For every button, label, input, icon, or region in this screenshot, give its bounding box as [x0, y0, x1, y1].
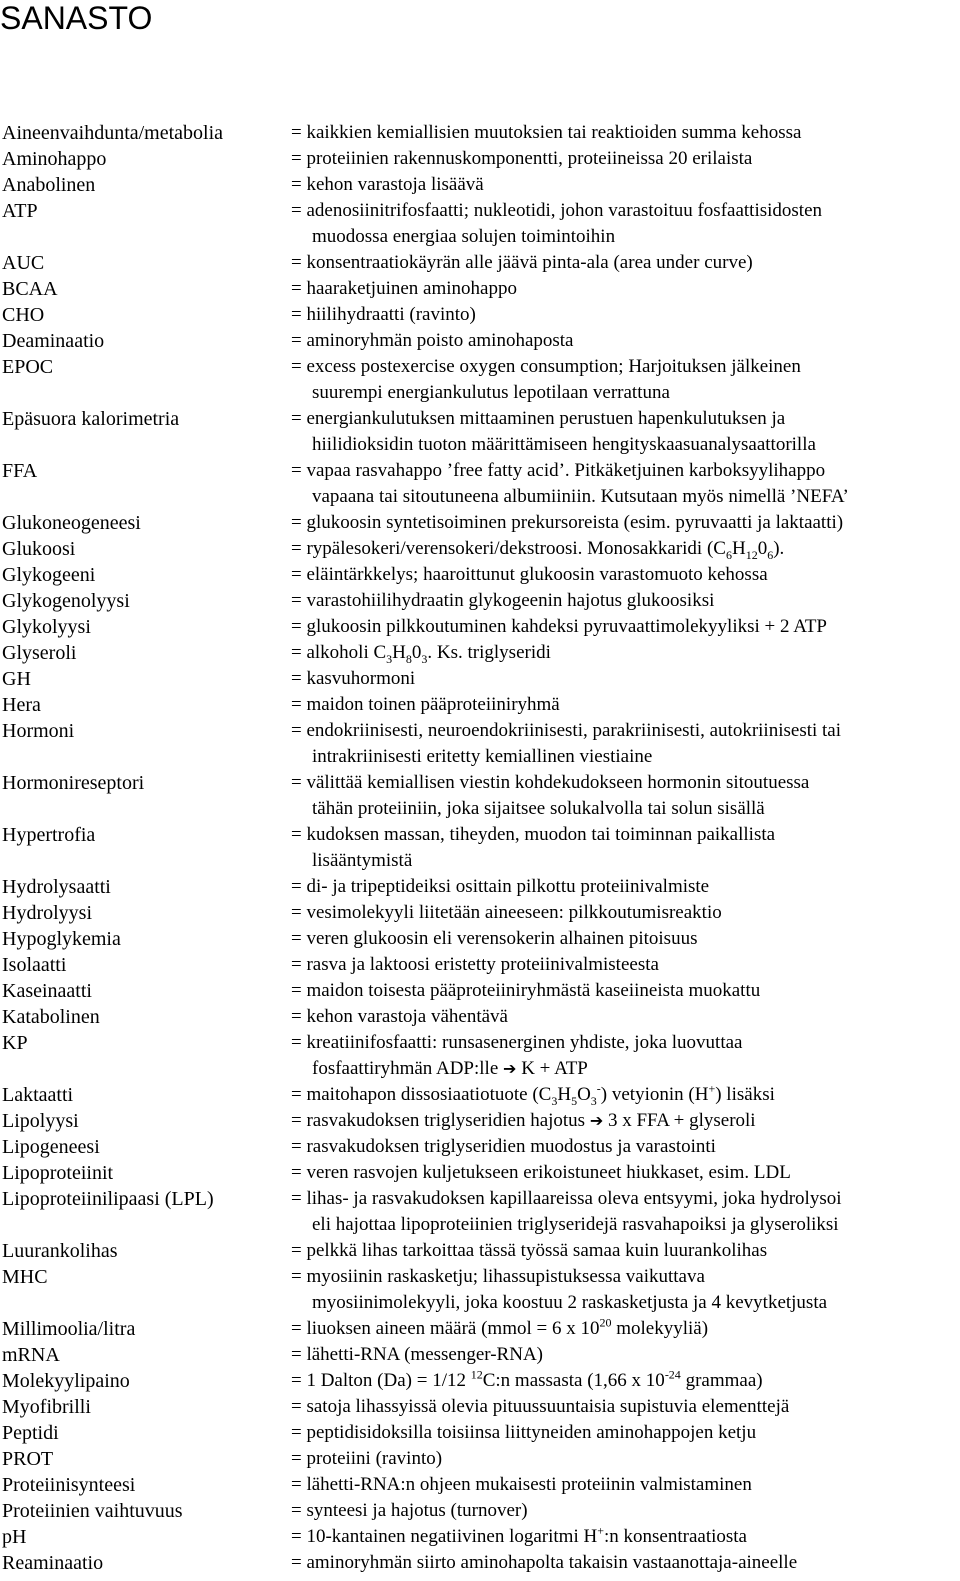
glossary-term: FFA — [2, 460, 38, 482]
text-segment: = 10-kantainen negatiivinen logaritmi H — [291, 1526, 598, 1547]
glossary-definition — [291, 1082, 960, 1108]
glossary-term: Glykogeeni — [2, 564, 96, 586]
text-segment: O — [577, 1084, 591, 1105]
subscript: 6 — [767, 547, 774, 562]
glossary-term: Glukoosi — [2, 538, 76, 560]
definition-line: = myosiinin raskasketju; lihassupistuksessa vaikuttava — [291, 1266, 705, 1287]
text-segment: = rasvakudoksen triglyseridien hajotus — [291, 1110, 590, 1131]
definition-line: = lähetti-RNA:n ohjeen mukaisesti proteiinin valmistaminen — [291, 1474, 752, 1495]
superscript: -24 — [664, 1367, 681, 1382]
text-segment: H — [731, 538, 746, 559]
glossary-term: Proteiinien vaihtuvuus — [2, 1500, 183, 1522]
glossary-term: Peptidi — [2, 1422, 59, 1444]
glossary-entry — [0, 1550, 960, 1576]
glossary-definition — [291, 562, 960, 588]
superscript: - — [596, 1081, 601, 1096]
superscript: + — [597, 1523, 604, 1538]
text-segment: K + ATP — [516, 1058, 588, 1079]
glossary-entry — [0, 1498, 960, 1524]
definition-line: = vesimolekyyli liitetään aineeseen: pilkkoutumisreaktio — [291, 902, 722, 923]
definition-line: = veren rasvojen kuljetukseen erikoistuneet hiukkaset, esim. LDL — [291, 1162, 791, 1183]
glossary-definition — [291, 1186, 960, 1238]
glossary-term: KP — [2, 1032, 28, 1054]
glossary-entry — [0, 1108, 960, 1134]
glossary-entry — [0, 770, 960, 822]
glossary-term: Katabolinen — [2, 1006, 100, 1028]
definition-line: = kaikkien kemiallisien muutoksien tai reaktioiden summa kehossa — [291, 122, 802, 143]
glossary-entry — [0, 562, 960, 588]
text-segment: H — [557, 1084, 572, 1105]
glossary-definition — [291, 1550, 960, 1576]
glossary-entry — [0, 666, 960, 692]
definition-line: = kehon varastoja vähentävä — [291, 1006, 508, 1027]
glossary-entry — [0, 1472, 960, 1498]
glossary-term: Aminohappo — [2, 148, 107, 170]
glossary-entry — [0, 172, 960, 198]
definition-line: = pelkkä lihas tarkoittaa tässä työssä samaa kuin luurankolihas — [291, 1240, 768, 1261]
glossary-entry — [0, 718, 960, 770]
definition-line: = energiankulutuksen mittaaminen perustuen hapenkulutuksen ja — [291, 408, 786, 429]
glossary-entry — [0, 406, 960, 458]
glossary-definition — [291, 1446, 960, 1472]
definition-line: = veren glukoosin eli verensokerin alhainen pitoisuus — [291, 928, 698, 949]
text-segment: = rypälesokeri/verensokeri/dekstroosi. Monosakkaridi (C — [291, 538, 726, 559]
glossary-definition — [291, 1524, 960, 1550]
definition-line — [291, 1056, 960, 1082]
glossary-entry — [0, 302, 960, 328]
definition-line — [291, 1082, 960, 1108]
subscript: 5 — [571, 1093, 578, 1108]
definition-line: = rasvakudoksen triglyseridien muodostus ja varastointi — [291, 1136, 716, 1157]
glossary-term: Glukoneogeneesi — [2, 512, 141, 534]
glossary-definition — [291, 1394, 960, 1420]
glossary-term: Hypertrofia — [2, 824, 96, 846]
subscript: 3 — [386, 651, 393, 666]
glossary-definition — [291, 978, 960, 1004]
subscript: 12 — [745, 547, 758, 562]
glossary-definition — [291, 1264, 960, 1316]
glossary-term: AUC — [2, 252, 45, 274]
glossary-term: PROT — [2, 1448, 54, 1470]
superscript: + — [708, 1081, 716, 1096]
glossary-term: Epäsuora kalorimetria — [2, 408, 180, 430]
glossary-definition — [291, 900, 960, 926]
definition-line — [291, 640, 960, 666]
glossary-entry — [0, 1186, 960, 1238]
glossary-term: Hormonireseptori — [2, 772, 145, 794]
glossary-entry — [0, 1238, 960, 1264]
glossary-term: Anabolinen — [2, 174, 96, 196]
text-segment: = alkoholi C — [291, 642, 387, 663]
subscript: 8 — [405, 651, 412, 666]
glossary-term: Molekyylipaino — [2, 1370, 130, 1392]
glossary-definition — [291, 1134, 960, 1160]
text-segment: = 1 Dalton (Da) = 1/12 — [291, 1370, 471, 1391]
glossary-entry — [0, 900, 960, 926]
glossary-term: Hera — [2, 694, 41, 716]
definition-line: = excess postexercise oxygen consumption; Harjoituksen jälkeinen — [291, 356, 801, 377]
glossary-entry — [0, 354, 960, 406]
definition-line: vapaana tai sitoutuneena albumiiniin. Kutsutaan myös nimellä ’NEFA’ — [312, 486, 849, 507]
definition-line — [291, 1524, 960, 1550]
glossary-entry — [0, 250, 960, 276]
glossary-entry — [0, 1264, 960, 1316]
glossary-entry — [0, 1160, 960, 1186]
glossary-entry — [0, 588, 960, 614]
definition-line: muodossa energiaa solujen toimintoihin — [312, 226, 616, 247]
definition-line — [291, 1108, 960, 1134]
definition-line: eli hajottaa lipoproteiinien triglyseridejä rasvahapoiksi ja glyseroliksi — [312, 1214, 839, 1235]
definition-line: = peptidisidoksilla toisiinsa liittyneiden aminohappojen ketju — [291, 1422, 757, 1443]
text-segment: 0 — [411, 642, 422, 663]
text-segment: :n konsentraatiosta — [603, 1526, 747, 1547]
glossary-definition — [291, 770, 960, 822]
glossary-entry — [0, 822, 960, 874]
definition-line: intrakriinisesti eritetty kemiallinen viestiaine — [312, 746, 653, 767]
glossary-term: Aineenvaihdunta/metabolia — [2, 122, 224, 144]
definition-line: = eläintärkkelys; haaroittunut glukoosin varastomuoto kehossa — [291, 564, 768, 585]
text-segment: fosfaattiryhmän ADP:lle — [312, 1058, 504, 1079]
glossary-term: mRNA — [2, 1344, 60, 1366]
glossary-term: Myofibrilli — [2, 1396, 91, 1418]
text-segment: 0 — [757, 538, 768, 559]
glossary-entry — [0, 120, 960, 146]
definition-line: hiilidioksidin tuoton määrittämiseen hengityskaasuanalysaattorilla — [312, 434, 816, 455]
glossary-definition — [291, 198, 960, 250]
definition-line: = kasvuhormoni — [291, 668, 416, 689]
glossary-term: Lipogeneesi — [2, 1136, 100, 1158]
definition-line: = aminoryhmän poisto aminohaposta — [291, 330, 574, 351]
text-segment: ). — [773, 538, 785, 559]
arrow-right-icon: ➔ — [503, 1059, 517, 1078]
glossary-term: Hormoni — [2, 720, 75, 742]
glossary-definition — [291, 666, 960, 692]
definition-line: = di- ja tripeptideiksi osittain pilkottu proteiinivalmiste — [291, 876, 710, 897]
glossary-entry — [0, 536, 960, 562]
glossary-entry — [0, 1368, 960, 1394]
glossary-definition — [291, 1108, 960, 1134]
glossary-entry — [0, 1420, 960, 1446]
glossary-definition — [291, 120, 960, 146]
text-segment: 3 x FFA + glyseroli — [603, 1110, 756, 1131]
glossary-definition — [291, 1342, 960, 1368]
glossary-definition — [291, 718, 960, 770]
subscript: 3 — [590, 1093, 597, 1108]
glossary-definition — [291, 1420, 960, 1446]
definition-line: = lähetti-RNA (messenger-RNA) — [291, 1344, 544, 1365]
glossary-entry — [0, 146, 960, 172]
glossary-definition — [291, 328, 960, 354]
definition-line: = proteiini (ravinto) — [291, 1448, 443, 1469]
glossary-term: Hydrolysaatti — [2, 876, 111, 898]
text-segment: = liuoksen aineen määrä (mmol = 6 x 10 — [291, 1318, 600, 1339]
glossary-entry — [0, 1316, 960, 1342]
glossary-definition — [291, 1498, 960, 1524]
glossary-definition — [291, 692, 960, 718]
definition-line: = lihas- ja rasvakudoksen kapillaareissa oleva entsyymi, joka hydrolysoi — [291, 1188, 842, 1209]
definition-line: = aminoryhmän siirto aminohapolta takaisin vastaanottaja-aineelle — [291, 1552, 798, 1573]
glossary-entry — [0, 978, 960, 1004]
glossary-term: Hydrolyysi — [2, 902, 92, 924]
glossary-entry — [0, 458, 960, 510]
definition-line: = maidon toisesta pääproteiiniryhmästä kaseiineista muokattu — [291, 980, 761, 1001]
definition-line: = kreatiinifosfaatti: runsasenerginen yhdiste, joka luovuttaa — [291, 1032, 743, 1053]
definition-line: = maidon toinen pääproteiiniryhmä — [291, 694, 560, 715]
glossary-definition — [291, 1316, 960, 1342]
glossary-term: BCAA — [2, 278, 58, 300]
glossary-term: Glyseroli — [2, 642, 77, 664]
glossary-entry — [0, 1134, 960, 1160]
glossary-definition — [291, 406, 960, 458]
definition-line: = haaraketjuinen aminohappo — [291, 278, 517, 299]
definition-line: = adenosiinitrifosfaatti; nukleotidi, johon varastoituu fosfaattisidosten — [291, 200, 823, 221]
glossary-term: Kaseinaatti — [2, 980, 92, 1002]
text-segment: C:n massasta (1,66 x 10 — [482, 1370, 665, 1391]
glossary-term: Isolaatti — [2, 954, 67, 976]
definition-line: = hiilihydraatti (ravinto) — [291, 304, 476, 325]
definition-line: = rasva ja laktoosi eristetty proteiinivalmisteesta — [291, 954, 659, 975]
definition-line: = satoja lihassyissä olevia pituussuuntaisia supistuvia elementtejä — [291, 1396, 790, 1417]
glossary-entry — [0, 328, 960, 354]
glossary-term: Deaminaatio — [2, 330, 105, 352]
glossary-entry — [0, 276, 960, 302]
definition-line: = endokriinisesti, neuroendokriinisesti, parakriinisesti, autokriinisesti tai — [291, 720, 842, 741]
definition-line: = konsentraatiokäyrän alle jäävä pinta-ala (area under curve) — [291, 252, 753, 273]
glossary-definition — [291, 510, 960, 536]
glossary-definition — [291, 614, 960, 640]
definition-line: = varastohiilihydraatin glykogeenin hajotus glukoosiksi — [291, 590, 715, 611]
definition-line — [291, 536, 960, 562]
glossary-definition — [291, 588, 960, 614]
glossary-list — [0, 120, 960, 1576]
definition-line — [291, 1368, 960, 1394]
glossary-term: Lipoproteiinilipaasi (LPL) — [2, 1188, 214, 1210]
glossary-term: CHO — [2, 304, 45, 326]
glossary-term: MHC — [2, 1266, 48, 1288]
glossary-definition — [291, 146, 960, 172]
glossary-entry — [0, 198, 960, 250]
glossary-entry — [0, 640, 960, 666]
subscript: 3 — [421, 651, 428, 666]
definition-line: myosiinimolekyyli, joka koostuu 2 raskasketjusta ja 4 kevytketjusta — [312, 1292, 828, 1313]
glossary-term: Laktaatti — [2, 1084, 74, 1106]
glossary-entry — [0, 926, 960, 952]
definition-line: = vapaa rasvahappo ’free fatty acid’. Pitkäketjuinen karboksyylihappo — [291, 460, 826, 481]
glossary-entry — [0, 952, 960, 978]
glossary-term: Proteiinisynteesi — [2, 1474, 136, 1496]
definition-line: = proteiinien rakennuskomponentti, proteiineissa 20 erilaista — [291, 148, 753, 169]
definition-line: = välittää kemiallisen viestin kohdekudokseen hormonin sitoutuessa — [291, 772, 810, 793]
definition-line: = kudoksen massan, tiheyden, muodon tai toiminnan paikallista — [291, 824, 776, 845]
text-segment: molekyyliä) — [611, 1318, 709, 1339]
glossary-entry — [0, 874, 960, 900]
glossary-definition — [291, 250, 960, 276]
glossary-definition — [291, 458, 960, 510]
definition-line: tähän proteiiniin, joka sijaitsee solukalvolla tai solun sisällä — [312, 798, 765, 819]
text-segment: grammaa) — [680, 1370, 763, 1391]
glossary-definition — [291, 302, 960, 328]
glossary-entry — [0, 692, 960, 718]
glossary-term: Luurankolihas — [2, 1240, 118, 1262]
glossary-term: Lipolyysi — [2, 1110, 79, 1132]
glossary-term: Glykogenolyysi — [2, 590, 130, 612]
glossary-definition — [291, 1160, 960, 1186]
glossary-definition — [291, 822, 960, 874]
definition-line: = glukoosin pilkkoutuminen kahdeksi pyruvaattimolekyyliksi + 2 ATP — [291, 616, 827, 637]
definition-line — [291, 1316, 960, 1342]
glossary-definition — [291, 1004, 960, 1030]
glossary-term: Hypoglykemia — [2, 928, 121, 950]
definition-line: lisääntymistä — [312, 850, 413, 871]
glossary-term: Lipoproteiinit — [2, 1162, 114, 1184]
glossary-definition — [291, 536, 960, 562]
glossary-term: EPOC — [2, 356, 54, 378]
text-segment: ) lisäksi — [715, 1084, 775, 1105]
glossary-term: pH — [2, 1526, 27, 1548]
glossary-entry — [0, 1394, 960, 1420]
glossary-definition — [291, 276, 960, 302]
superscript: 12 — [470, 1367, 483, 1382]
glossary-definition — [291, 1238, 960, 1264]
glossary-definition — [291, 1368, 960, 1394]
definition-line: = kehon varastoja lisäävä — [291, 174, 484, 195]
glossary-term: GH — [2, 668, 31, 690]
glossary-definition — [291, 172, 960, 198]
glossary-term: Millimoolia/litra — [2, 1318, 136, 1340]
text-segment: H — [392, 642, 406, 663]
glossary-definition — [291, 926, 960, 952]
glossary-term: ATP — [2, 200, 38, 222]
glossary-entry — [0, 1446, 960, 1472]
glossary-entry — [0, 1082, 960, 1108]
text-segment: . Ks. triglyseridi — [427, 642, 551, 663]
definition-line: suurempi energiankulutus lepotilaan verrattuna — [312, 382, 670, 403]
definition-line: = glukoosin syntetisoiminen prekursoreista (esim. pyruvaatti ja laktaatti) — [291, 512, 844, 533]
definition-line: = synteesi ja hajotus (turnover) — [291, 1500, 528, 1521]
glossary-term: Reaminaatio — [2, 1552, 104, 1574]
glossary-entry — [0, 510, 960, 536]
subscript: 6 — [725, 547, 732, 562]
glossary-entry — [0, 1342, 960, 1368]
glossary-definition — [291, 1472, 960, 1498]
glossary-definition — [291, 354, 960, 406]
glossary-term: Glykolyysi — [2, 616, 91, 638]
glossary-definition — [291, 952, 960, 978]
arrow-right-icon: ➔ — [589, 1111, 604, 1130]
text-segment: = maitohapon dissosiaatiotuote (C — [291, 1084, 552, 1105]
glossary-definition — [291, 1030, 960, 1082]
glossary-entry — [0, 1524, 960, 1550]
page-title: SANASTO — [0, 0, 153, 36]
glossary-definition — [291, 874, 960, 900]
text-segment: ) vetyionin (H — [600, 1084, 709, 1105]
glossary-definition — [291, 640, 960, 666]
glossary-entry — [0, 614, 960, 640]
glossary-entry — [0, 1030, 960, 1082]
glossary-entry — [0, 1004, 960, 1030]
subscript: 3 — [551, 1093, 558, 1108]
superscript: 20 — [599, 1315, 612, 1330]
